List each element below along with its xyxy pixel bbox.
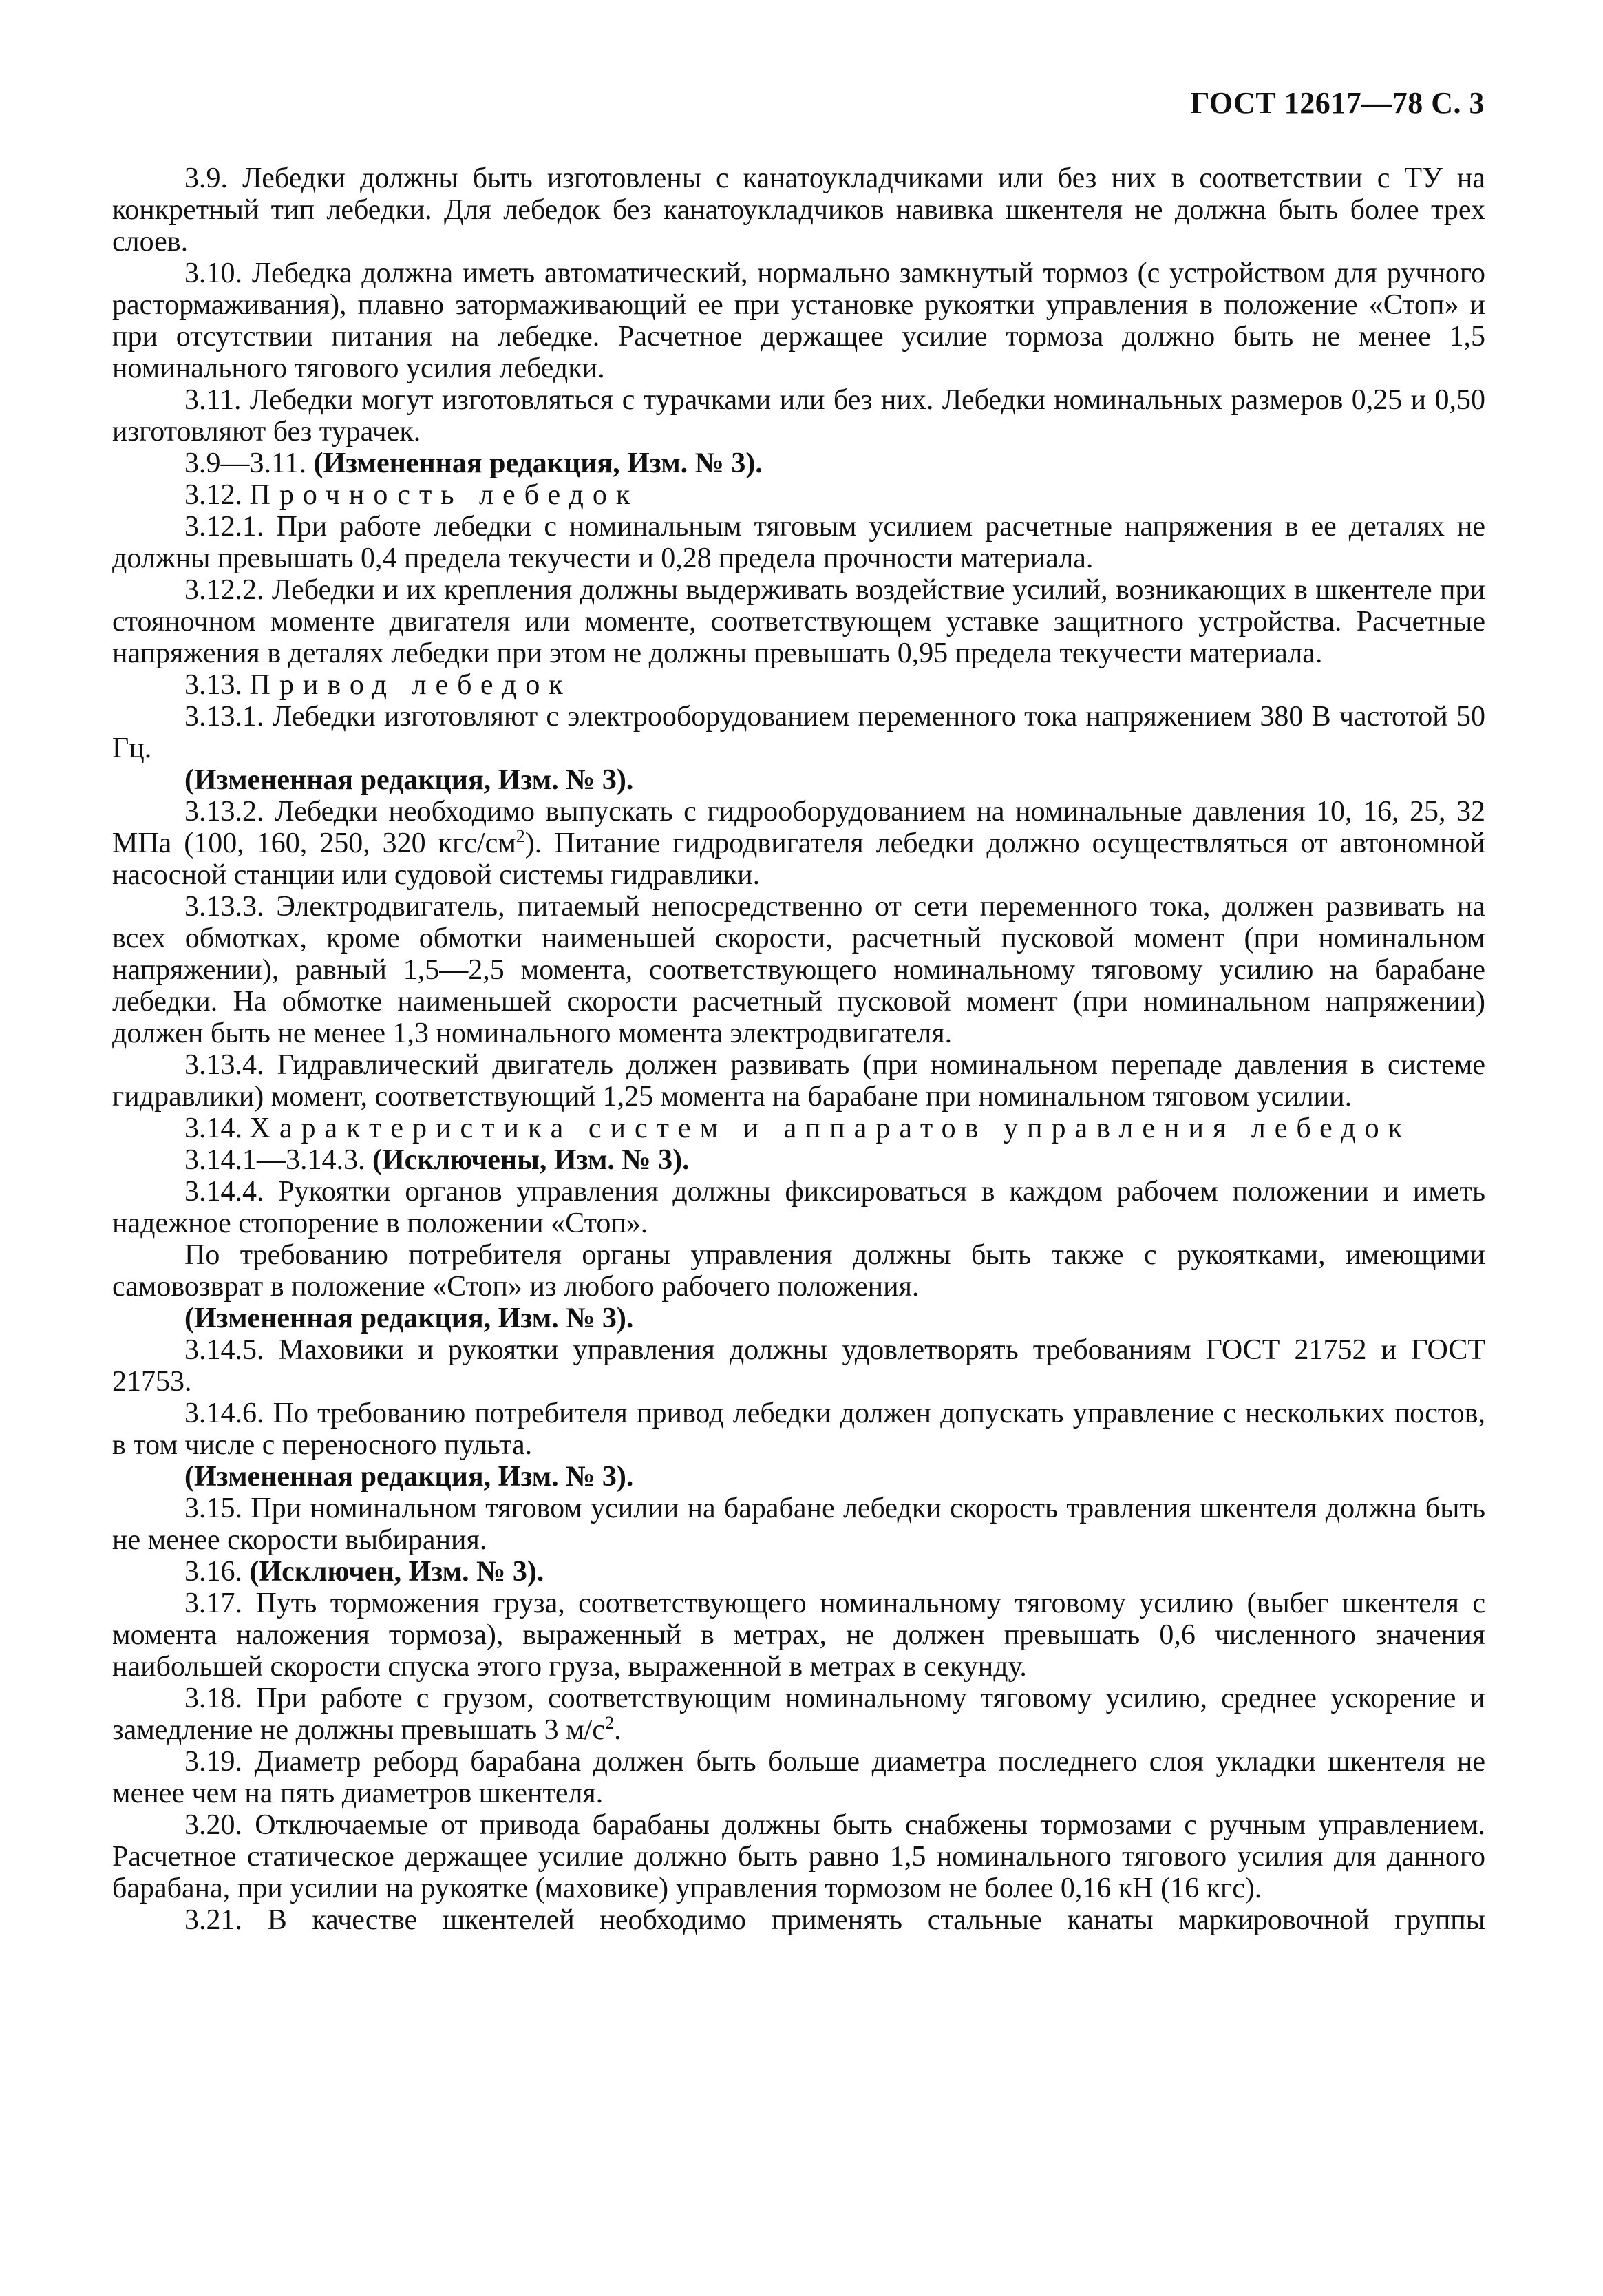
clause-number: 3.16. <box>184 1556 242 1588</box>
amendment-note: (Измененная редакция, Изм. № 3). <box>184 1303 634 1334</box>
paragraph-text: По требованию потребителя органы управления должны быть также с рукоятками, имеющими самовозврат в положение «Стоп» из любого рабочего положения. <box>112 1239 1485 1303</box>
clause-number: 3.14. <box>184 1113 242 1144</box>
amendment-note: (Измененная редакция, Изм. № 3). <box>184 1461 634 1493</box>
paragraph-text: Лебедки могут изготовляться с турачками или без них. Лебедки номинальных размеров 0,25 и 0,50 изготовляют без турачек. <box>112 384 1486 447</box>
clause-number: 3.14.1—3.14.3. <box>184 1144 365 1176</box>
clause-number: 3.15. <box>184 1493 242 1524</box>
paragraph-text: Путь торможения груза, соответствующего номинальному тяговому усилию (выбег шкентеля с момента наложения тормоза), выраженный в метрах, не должен превышать 0,6 численного значения наибольшей скорости спуска этого груза, выраженной в метрах в секунду. <box>112 1588 1485 1683</box>
paragraph-text: Маховики и рукоятки управления должны удовлетворять требованиям ГОСТ 21752 и ГОСТ 21753. <box>112 1334 1486 1398</box>
paragraph-3-21 <box>112 1904 1485 1936</box>
clause-number: 3.9—3.11. <box>184 447 306 479</box>
section-title: Характеристика систем и аппаратов управления лебедок <box>249 1113 1412 1144</box>
clause-number: 3.10. <box>184 257 242 289</box>
paragraph-text: По требованию потребителя привод лебедки должен допускать управление с нескольких постов, в том числе с переносного пульта. <box>112 1398 1485 1461</box>
paragraph-3-13-1 <box>112 701 1485 764</box>
amendment-note-1 <box>112 764 1485 796</box>
clause-number: 3.18. <box>184 1683 242 1714</box>
body-text <box>112 162 1485 1936</box>
clause-number: 3.13.4. <box>184 1049 264 1081</box>
paragraph-3-20 <box>112 1809 1485 1904</box>
paragraph-text: Рукоятки органов управления должны фиксироваться в каждом рабочем положении и иметь надежное стопорение в положении «Стоп». <box>112 1176 1486 1239</box>
amendment-note: (Исключены, Изм. № 3). <box>372 1144 690 1176</box>
paragraph-3-11 <box>112 384 1485 447</box>
paragraph-text: Гидравлический двигатель должен развивать (при номинальном перепаде давления в системе гидравлики) момент, соответствующий 1,25 момента на барабане при номинальном тяговом усилии. <box>112 1049 1485 1113</box>
clause-number: 3.12. <box>184 479 242 511</box>
section-heading-3-13 <box>112 669 1485 701</box>
paragraph-3-14-4 <box>112 1176 1485 1239</box>
clause-number: 3.14.4. <box>184 1176 264 1208</box>
clause-number: 3.13.1. <box>184 701 264 733</box>
paragraph-3-10 <box>112 257 1485 384</box>
paragraph-text: Лебедки и их крепления должны выдерживать воздействие усилий, возникающих в шкентеле при стояночном моменте двигателя или моменте, соответствующем уставке защитного устройства. Расчетные напряжения в деталях лебедки при этом не должны превышать 0,95 предела текучести материала. <box>112 574 1486 669</box>
paragraph-text: При работе лебедки с номинальным тяговым усилием расчетные напряжения в ее деталях не должны превышать 0,4 предела текучести и 0,28 предела прочности материала. <box>112 511 1486 574</box>
section-heading-3-12 <box>112 479 1485 511</box>
paragraph-3-16 <box>112 1556 1485 1588</box>
paragraph-3-18 <box>112 1683 1485 1746</box>
clause-number: 3.11. <box>184 384 242 416</box>
paragraph-text: Лебедки изготовляют с электрооборудованием переменного тока напряжением 380 В частотой 50 Гц. <box>112 701 1485 764</box>
paragraph-text: Отключаемые от привода барабаны должны быть снабжены тормозами с ручным управлением. Расчетное статическое держащее усилие должно быть равно 1,5 номинального тягового усилия для данного барабана, при усилии на рукоятке (маховике) управления тормозом не более 0,16 кН (16 кгс). <box>112 1809 1485 1904</box>
paragraph-text: Диаметр реборд барабана должен быть больше диаметра последнего слоя укладки шкентеля не менее чем на пять диаметров шкентеля. <box>112 1746 1485 1809</box>
paragraph-text: В качестве шкентелей необходимо применять стальные канаты маркировочной группы <box>267 1904 1485 1936</box>
superscript: 2 <box>516 826 525 846</box>
paragraph-3-14-5 <box>112 1334 1485 1398</box>
amendment-note-3 <box>112 1461 1485 1493</box>
paragraph-text-cont: . <box>614 1714 622 1746</box>
clause-number: 3.12.2. <box>184 574 264 606</box>
paragraph-3-14-6 <box>112 1398 1485 1461</box>
paragraph-3-13-3 <box>112 891 1485 1049</box>
paragraph-3-9-3-11-amendment <box>112 447 1485 479</box>
clause-number: 3.9. <box>184 162 228 194</box>
superscript: 2 <box>605 1713 615 1733</box>
amendment-note: (Исключен, Изм. № 3). <box>249 1556 544 1588</box>
clause-number: 3.21. <box>184 1904 242 1936</box>
section-heading-3-14 <box>112 1113 1485 1144</box>
amendment-note: (Измененная редакция, Изм. № 3). <box>313 447 763 479</box>
paragraph-3-19 <box>112 1746 1485 1809</box>
clause-number: 3.14.6. <box>184 1398 264 1429</box>
paragraph-text: При работе с грузом, соответствующим номинальному тяговому усилию, среднее ускорение и замедление не должны превышать 3 м/с <box>112 1683 1486 1746</box>
paragraph-3-13-4 <box>112 1049 1485 1113</box>
paragraph-text: Лебедки необходимо выпускать с гидрооборудованием на номинальные давления 10, 16, 25, 32 МПа (100, 160, 250, 320 кгс/см <box>112 796 1486 859</box>
clause-number: 3.12.1. <box>184 511 264 543</box>
running-header: ГОСТ 12617—78 С. 3 <box>1190 86 1485 120</box>
paragraph-3-13-2 <box>112 796 1485 891</box>
paragraph-3-14-1-3 <box>112 1144 1485 1176</box>
amendment-note-2 <box>112 1303 1485 1334</box>
paragraph-text-cont: ). Питание гидродвигателя лебедки должно осуществляться от автономной насосной станции или судовой системы гидравлики. <box>112 828 1485 891</box>
paragraph-text: При номинальном тяговом усилии на барабане лебедки скорость травления шкентеля должна быть не менее скорости выбирания. <box>112 1493 1486 1556</box>
paragraph-text: Электродвигатель, питаемый непосредственно от сети переменного тока, должен развивать на всех обмотках, кроме обмотки наименьшей скорости, расчетный пусковой момент (при номинальном напряжении), равный 1,5—2,5 момента, соответствующего номинальному тяговому усилию на барабане лебедки. На обмотке наименьшей скорости расчетный пусковой момент (при номинальном напряжении) должен быть не менее 1,3 номинального момента электродвигателя. <box>112 891 1485 1049</box>
paragraph-3-12-2 <box>112 574 1485 669</box>
clause-number: 3.14.5. <box>184 1334 264 1366</box>
paragraph-3-12-1 <box>112 511 1485 574</box>
paragraph-text: Лебедки должны быть изготовлены с канатоукладчиками или без них в соответствии с ТУ на конкретный тип лебедки. Для лебедок без канатоукладчиков навивка шкентеля не должна быть более трех слоев. <box>112 162 1486 257</box>
section-title: Прочность лебедок <box>249 479 639 511</box>
paragraph-3-9 <box>112 162 1485 257</box>
paragraph-text: Лебедка должна иметь автоматический, нормально замкнутый тормоз (с устройством для ручного растормаживания), плавно затормаживающий ее при установке рукоятки управления в положение «Стоп» и при отсутствии питания на лебедке. Расчетное держащее усилие тормоза должно быть не менее 1,5 номинального тягового усилия лебедки. <box>112 257 1486 384</box>
clause-number: 3.20. <box>184 1809 242 1841</box>
paragraph-3-15 <box>112 1493 1485 1556</box>
clause-number: 3.13.2. <box>184 796 264 828</box>
paragraph-3-14-4-continued <box>112 1239 1485 1303</box>
clause-number: 3.13. <box>184 669 242 701</box>
paragraph-3-17 <box>112 1588 1485 1683</box>
clause-number: 3.13.3. <box>184 891 264 923</box>
clause-number: 3.19. <box>184 1746 242 1778</box>
section-title: Привод лебедок <box>249 669 572 701</box>
clause-number: 3.17. <box>184 1588 242 1619</box>
amendment-note: (Измененная редакция, Изм. № 3). <box>184 764 634 796</box>
